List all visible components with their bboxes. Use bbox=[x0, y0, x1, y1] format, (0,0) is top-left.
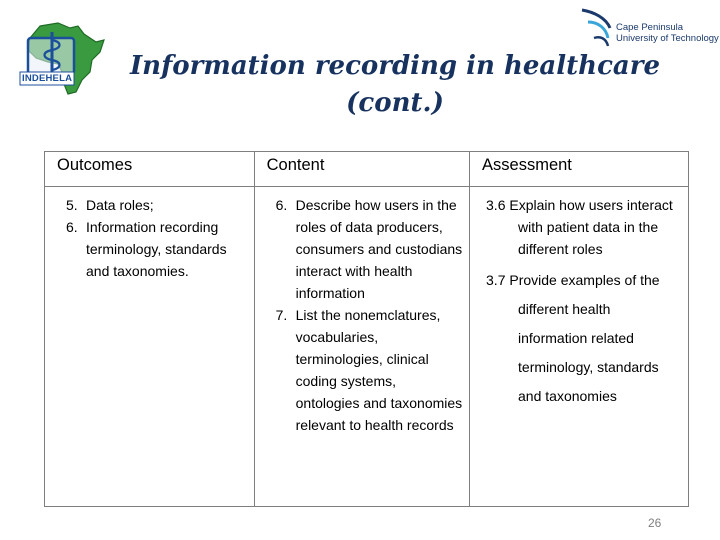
table-header-row bbox=[45, 152, 689, 187]
item-text: Information recording terminology, standards and taxonomies. bbox=[86, 219, 227, 279]
indehela-logo bbox=[18, 20, 108, 98]
item-text: Describe how users in the roles of data producers, consumers and custodians interact with health information bbox=[295, 197, 463, 301]
africa-map-icon bbox=[18, 20, 108, 98]
outcomes-list bbox=[55, 194, 248, 282]
assessment-item: 3.6 Explain how users interact with patient data in the different roles bbox=[486, 197, 673, 257]
item-number: 6. bbox=[275, 197, 288, 213]
cput-name-line1: Cape Peninsula bbox=[616, 22, 684, 33]
header-outcomes: Outcomes bbox=[45, 152, 255, 187]
curriculum-table bbox=[44, 151, 689, 507]
item-number: 6. bbox=[66, 219, 78, 235]
list-item bbox=[265, 304, 463, 436]
item-number: 7. bbox=[275, 307, 288, 323]
list-item bbox=[265, 194, 463, 304]
table-row bbox=[45, 187, 689, 507]
content-list bbox=[265, 194, 463, 436]
title-line1: Information recording in healthcare bbox=[130, 51, 660, 81]
header-content: Content bbox=[254, 152, 469, 187]
assessment-cell bbox=[470, 187, 689, 507]
cput-logo bbox=[580, 8, 719, 52]
item-text: List the nonemclatures, vocabularies, terminologies, clinical coding systems, ontologies and taxonomies relevant to health records bbox=[295, 307, 463, 433]
cput-emblem-icon bbox=[580, 8, 616, 52]
header-assessment: Assessment bbox=[470, 152, 689, 187]
logo-text: INDEHELA bbox=[22, 73, 73, 84]
content-cell bbox=[254, 187, 469, 507]
title-line2: (cont.) bbox=[346, 88, 444, 118]
slide-title bbox=[110, 48, 680, 122]
list-item bbox=[55, 194, 248, 216]
cput-name-line2: University of Technology bbox=[616, 33, 719, 44]
list-item bbox=[55, 216, 248, 282]
assessment-item: 3.7 Provide examples of the different health information related terminology, standards and taxonomies bbox=[486, 272, 660, 404]
outcomes-cell bbox=[45, 187, 255, 507]
item-number: 5. bbox=[66, 197, 78, 213]
page-number: 26 bbox=[648, 516, 662, 530]
cput-name bbox=[616, 22, 719, 44]
item-text: Data roles; bbox=[86, 197, 154, 213]
